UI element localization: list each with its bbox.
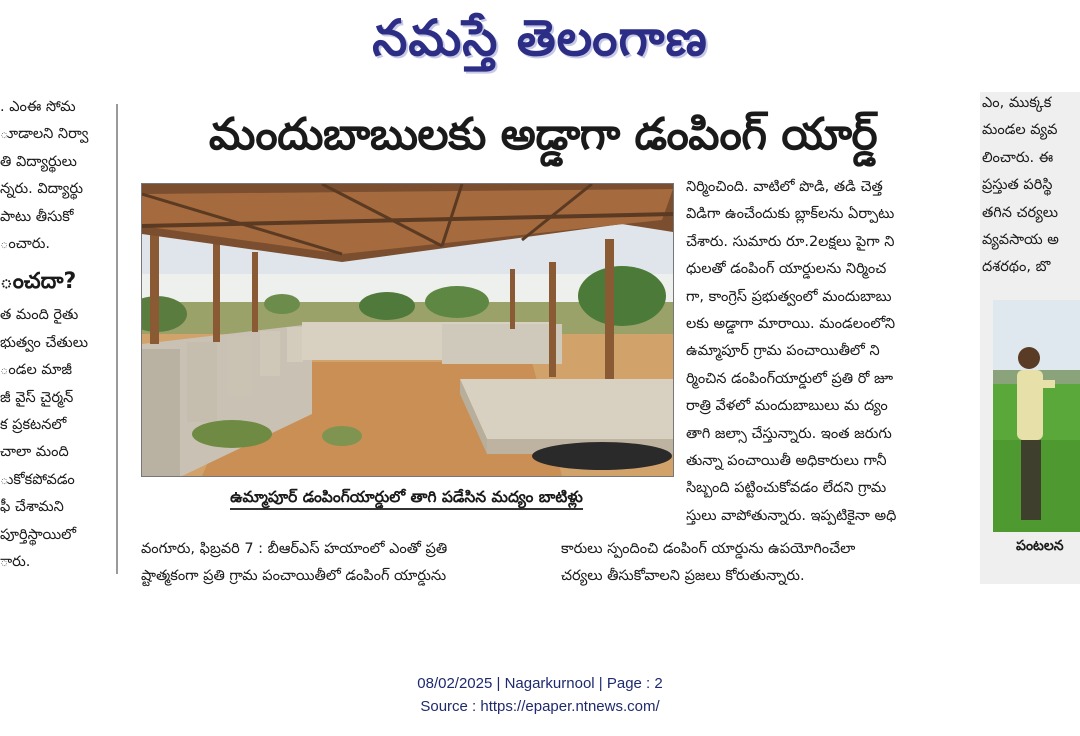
left-line: భుత్వం చేతులు bbox=[0, 334, 88, 351]
right-line: తగిన చర్యలు bbox=[982, 204, 1059, 221]
body-line: కారులు స్పందించి డంపింగ్ యార్డును ఉపయోగించేలా bbox=[561, 541, 856, 557]
body-line: లకు అడ్డాగా మారాయి. మండలంలోని bbox=[686, 316, 896, 333]
body-line: నిర్మించింది. వాటిలో పొడి, తడి చెత్త bbox=[686, 179, 883, 195]
body-line: వంగూరు, ఫిబ్రవరి 7 : బీఆర్‌ఎస్ హయాంలో ఎంతో ప్రతి bbox=[141, 541, 448, 557]
body-line: సిబ్బంది పట్టించుకోవడం లేదని గ్రామ bbox=[686, 480, 887, 497]
left-line: ండల మాజీ bbox=[0, 362, 72, 379]
body-line: తున్నా పంచాయితీ అధికారులు గానీ bbox=[686, 453, 887, 470]
left-line: క ప్రకటనలో bbox=[0, 417, 67, 434]
photo-caption-text: ఉమ్మాపూర్ డంపింగ్‌యార్డులో తాగి పడేసిన మద్యం బాటిళ్లు bbox=[230, 488, 583, 510]
body-line: ఉమ్మాపూర్ గ్రామ పంచాయితీలో ని bbox=[686, 343, 880, 360]
side-photo-caption: పంటలన bbox=[1016, 538, 1064, 554]
right-line: ఎం, ముక్కక bbox=[982, 95, 1052, 111]
farmer-field-photo bbox=[993, 300, 1080, 532]
left-column-heading: ంచదా? bbox=[0, 269, 77, 295]
photo-caption bbox=[141, 488, 672, 510]
right-line: వ్యవసాయ అ bbox=[982, 232, 1059, 249]
body-line: చేశారు. సుమారు రూ.2లక్షలు పైగా ని bbox=[686, 233, 895, 250]
left-line: చాలా మంది bbox=[0, 444, 69, 461]
left-line: ఫీ చేశామని bbox=[0, 499, 64, 516]
article-headline: మందుబాబులకు అడ్డాగా డంపింగ్ యార్డ్ bbox=[208, 109, 878, 160]
left-line: . ఎంఈ సోమ bbox=[0, 99, 76, 115]
body-line: ష్టాత్మకంగా ప్రతి గ్రామ పంచాయితీలో డంపింగ్ యార్డును bbox=[141, 568, 447, 585]
article-closing-column bbox=[561, 536, 953, 591]
left-line: తి విద్యార్థులు bbox=[0, 153, 77, 170]
right-line: దశరథం, బొ bbox=[982, 259, 1051, 276]
newspaper-masthead: నమస్తే తెలంగాణ bbox=[372, 8, 708, 67]
body-line: తాగి జల్సా చేస్తున్నారు. ఇంత జరుగు bbox=[686, 425, 892, 442]
body-line: గా, కాంగ్రెస్ ప్రభుత్వంలో మందుబాబు bbox=[686, 288, 892, 305]
body-line: చర్యలు తీసుకోవాలని ప్రజలు కోరుతున్నారు. bbox=[561, 568, 805, 585]
dumping-yard-photo bbox=[141, 183, 674, 477]
body-line: ధులతో డంపింగ్ యార్డులను నిర్మించ bbox=[686, 261, 887, 278]
left-line: న్నరు. విద్యార్థు bbox=[0, 181, 83, 198]
left-line: ంచారు. bbox=[0, 236, 50, 253]
article-body-column bbox=[686, 174, 952, 530]
left-line: జీ వైస్ చైర్మన్ bbox=[0, 389, 74, 406]
column-divider bbox=[116, 104, 118, 574]
body-line: విడిగా ఉంచేందుకు బ్లాక్‌లను ఏర్పాటు bbox=[686, 206, 895, 223]
left-line: పాటు తీసుకో bbox=[0, 208, 74, 225]
footer-source: Source : https://epaper.ntnews.com/ bbox=[420, 698, 660, 715]
left-line: ారు. bbox=[0, 554, 31, 571]
page-footer bbox=[0, 672, 1080, 718]
footer-date-edition: 08/02/2025 | Nagarkurnool | Page : 2 bbox=[417, 675, 663, 692]
left-neighbor-column bbox=[0, 94, 108, 577]
left-line: పూర్తిస్థాయిలో bbox=[0, 526, 77, 543]
body-line: రాత్రి వేళలో మందుబాబులు మ ద్యం bbox=[686, 398, 888, 415]
left-line: ూడాలని నిర్వా bbox=[0, 126, 89, 143]
left-line: ుకోకపోవడం bbox=[0, 471, 75, 488]
body-line: స్తులు వాపోతున్నారు. ఇప్పటికైనా అధి bbox=[686, 507, 897, 524]
right-line: మండల వ్యవ bbox=[982, 122, 1058, 139]
left-line: త మంది రైతు bbox=[0, 307, 79, 324]
right-neighbor-column bbox=[982, 90, 1080, 282]
right-line: లించారు. ఈ bbox=[982, 149, 1054, 166]
right-line: ప్రస్తుత పరిస్థి bbox=[982, 177, 1053, 194]
article-lead-column bbox=[141, 536, 541, 591]
body-line: ర్మించిన డంపింగ్‌యార్డులో ప్రతి రో జూ bbox=[686, 370, 894, 387]
